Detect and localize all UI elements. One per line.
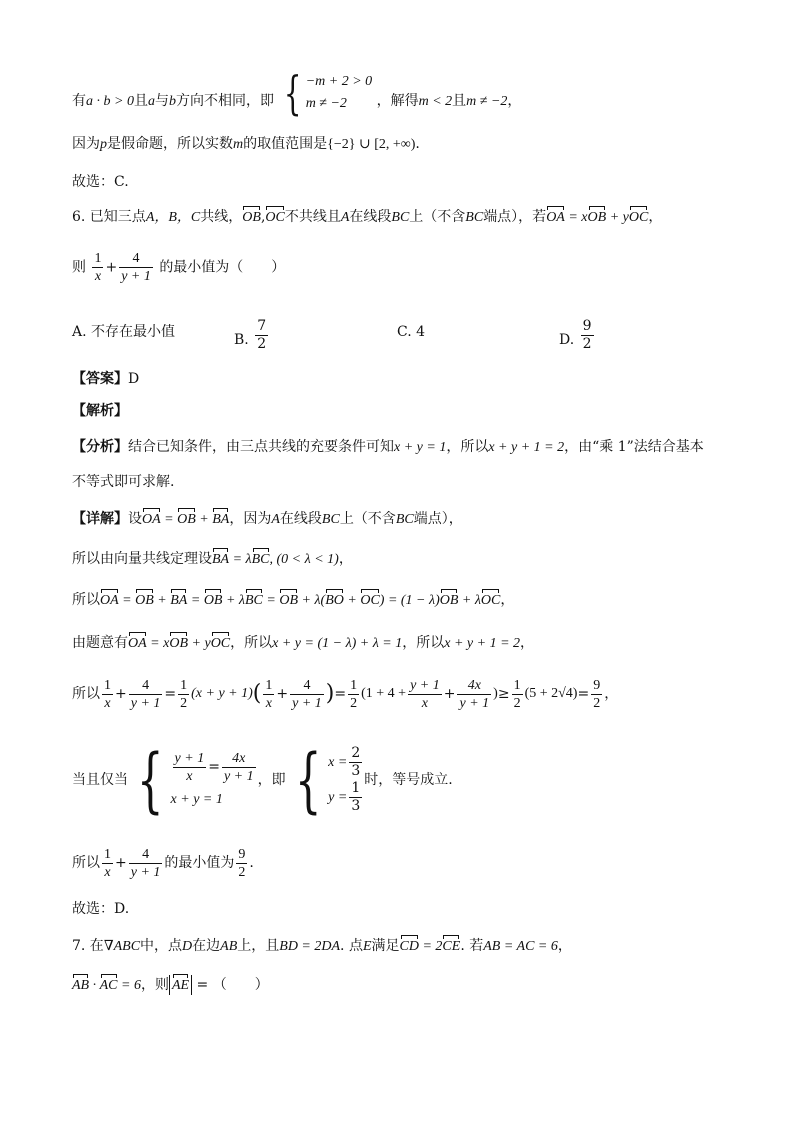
question-6-stem: 6. 已知三点A，B，C共线，OB,OC不共线且A在线段BC上（不含BC端点），若OA = xOB + yOC， (72, 207, 662, 228)
math-expr: x + y + 1 = 2 (488, 440, 565, 455)
text: 因为 (72, 136, 100, 152)
vector-ba: BA (212, 550, 229, 570)
question-6-ask: 则 $\frac{1}{x}$ + $\frac{4}{y + 1}$ 的最小值为（ ） (72, 251, 286, 284)
solution-line-8: 故选：D. (72, 901, 130, 917)
text: 的最小值为（ ） (159, 259, 286, 276)
question-7-ask: AB · AC = 6，则 AE = （ ） (72, 975, 269, 996)
text: 上（不含 (409, 209, 466, 225)
text: 是假命题，所以实数 (107, 136, 233, 152)
options-row (72, 318, 722, 358)
fraction: $\frac{1}{x}$ (94, 251, 102, 284)
fenxi-tag: 【分析】 (72, 439, 128, 455)
vector-ac: AC (100, 976, 118, 996)
solution-line-4: 由题意有OA = xOB + yOC，所以x + y = (1 − λ) + λ = 1，所以x + y + 1 = 2， (72, 633, 534, 654)
math-expr: A (340, 210, 350, 225)
magnitude-bars (169, 975, 192, 995)
brace-icon: { (294, 739, 322, 821)
math-expr: b (168, 94, 176, 109)
vector-ob: OB (177, 510, 196, 530)
fraction: $\frac{4}{y + 1}$ (121, 251, 151, 284)
math-expr: m ≠ −2 (466, 94, 508, 109)
vector-bc: BC (252, 550, 270, 570)
fenxi-line-2: 不等式即可求解. (72, 474, 175, 490)
text: 方向不相同，即 (175, 93, 274, 109)
fenxi-line-1: 【分析】结合已知条件，由三点共线的充要条件可知x + y = 1，所以x + y + 1 = 2，由“乘 1”法结合基本 (72, 439, 704, 455)
math-expr: {−2} ∪ [2, +∞) (327, 137, 416, 152)
vector-oa: OA (142, 510, 161, 530)
text: 端点），若 (483, 209, 547, 225)
fraction: $\frac{9}{2}$ (582, 318, 592, 352)
text: 则 (72, 259, 86, 276)
answer-value: D (128, 371, 140, 387)
solution-line-2: 所以由向量共线定理设BA = λBC, (0 < λ < 1)， (72, 549, 353, 570)
option-c[interactable]: C. 4 (397, 324, 426, 340)
option-a[interactable]: A. 不存在最小值 (72, 324, 176, 340)
question-number: 6. 已知三点 (72, 209, 146, 225)
vector-oc: OC (629, 208, 648, 228)
vector-oa: OA (546, 208, 565, 228)
solution-line-6: 当且仅当 { $\frac{y + 1}{x}$ = $\frac{4x}{y + 1}$ x + y = 1 ，即 { x = $\frac{2}{3}$ y = $\frac{1}{3}$ 时，等号成立. (72, 739, 453, 821)
text: 在线段 (349, 209, 392, 225)
text-line-3 (72, 172, 129, 192)
math-expr: a · b > 0 (86, 94, 134, 109)
math-expr: BC (391, 210, 410, 225)
option-d[interactable]: D. $\frac{9}{2}$ (559, 318, 592, 352)
brace-icon: { (136, 739, 164, 821)
solution-line-7: 所以 $\frac{1}{x}$ + $\frac{4}{y + 1}$ 的最小值为 $\frac{9}{2}$ . (72, 846, 254, 880)
text-line-2 (72, 134, 420, 155)
text: 有 (72, 93, 86, 109)
analysis-tag: 【解析】 (72, 403, 128, 419)
answer-line (72, 369, 139, 389)
question-7-stem: 7. 在∇ABC中，点D在边AB上，且BD = 2DA. 点E满足CD = 2CE. 若AB = AC = 6， (72, 936, 572, 957)
math-expr: A，B，C (145, 210, 201, 225)
math-expr: a (147, 94, 155, 109)
equation-system: { x = $\frac{2}{3}$ y = $\frac{1}{3}$ (294, 739, 361, 821)
xiangjie-tag: 【详解】 (72, 511, 128, 527)
text: 且 (452, 93, 467, 109)
solution-line-5: 所以 $\frac{1}{x}$ + $\frac{4}{y + 1}$ = $\frac{1}{2}$ (x + y + 1) ( $\frac{1}{x}$ + $\frac{4}{y + 1}$ ) = $\frac{1}{2}$ (1 + 4 + $\frac{y + 1}{x}$ + $\frac{4x}{y + 1}$ ) ≥ $\frac{1}{2}$ (5 + 2√4) = $\frac{9}{2}$ ， (72, 677, 619, 711)
math-expr: BC (465, 210, 484, 225)
vector-ae: AE (172, 976, 189, 996)
vector-oc: OC (265, 208, 284, 228)
vector-ob: OB (242, 208, 261, 228)
question-number: 7. 在 (72, 938, 104, 954)
text: . (415, 136, 420, 152)
brace-icon: { (284, 66, 302, 120)
vector-ce: CE (442, 937, 460, 957)
system-row: −m + 2 > 0 (305, 74, 373, 89)
math-expr: m (233, 137, 244, 152)
equation-system (278, 66, 373, 120)
fraction: $\frac{7}{2}$ (257, 318, 267, 352)
text: ， (507, 93, 522, 109)
answer-tag: 【答案】 (72, 371, 128, 387)
xiangjie-line-1: 【详解】设OA = OB + BA，因为A在线段BC上（不含BC端点）， (72, 509, 463, 530)
equation-system: { $\frac{y + 1}{x}$ = $\frac{4x}{y + 1}$ x + y = 1 (136, 739, 254, 821)
text: ，解得 (376, 93, 419, 109)
math-expr: x + y = 1 (394, 440, 447, 455)
vector-ab: AB (72, 976, 89, 996)
text: 且 (133, 93, 148, 109)
vector-cd: CD (400, 937, 419, 957)
solution-line-3: 所以OA = OB + BA = OB + λBC = OB + λ(BO + OC) = (1 − λ)OB + λOC， (72, 590, 514, 611)
vector-ba: BA (212, 510, 229, 530)
option-b[interactable]: B. $\frac{7}{2}$ (234, 318, 267, 352)
analysis-line (72, 401, 128, 421)
math-expr: m < 2 (418, 94, 453, 109)
text: 共线， (200, 209, 243, 225)
text: 不共线且 (284, 209, 341, 225)
math-expr: p (100, 137, 107, 152)
text-line-1 (72, 66, 522, 124)
answer-choice-text: 故选：C. (72, 174, 129, 190)
text: 与 (154, 93, 169, 109)
vector-ob: OB (588, 208, 607, 228)
system-row: m ≠ −2 (305, 96, 347, 111)
text: 的取值范围是 (243, 136, 328, 152)
